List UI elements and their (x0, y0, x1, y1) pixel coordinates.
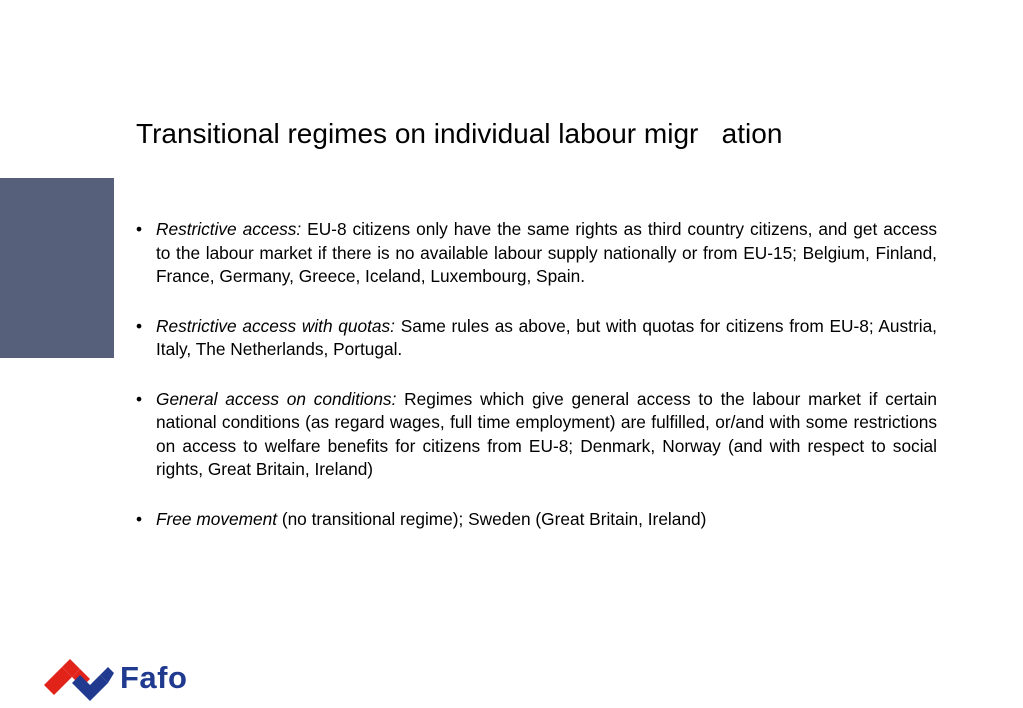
bullet-item-free-movement (134, 508, 937, 532)
bullet-text: Same rules as above, but with quotas for citizens from EU-8; Austria, Italy, The Netherlands, Portugal. (156, 315, 937, 359)
fafo-logo (42, 655, 212, 703)
bullet-text: (no transitional regime); Sweden (Great Britain, Ireland) (277, 508, 707, 529)
bullet-list (134, 218, 937, 531)
bullet-text: Regimes which give general access to the labour market if certain national conditions (as regard wages, full time employment) are fulfilled, or/and with some restrictions on access to welfare benefits for citizens from EU-8; Denmark, Norway (and with respect to social rights, Great Britain, Ireland) (156, 388, 937, 479)
bullet-marker: • (136, 388, 143, 409)
bullet-item-general-access-conditions (134, 388, 937, 482)
bullet-item-restrictive-access (134, 218, 937, 289)
slide-title: Transitional regimes on individual labour migr ation (136, 118, 783, 149)
bullet-item-restrictive-access-quotas (134, 315, 937, 362)
bullet-term: General access on conditions: (156, 388, 397, 409)
bullet-text: EU-8 citizens only have the same rights as third country citizens, and get access to the labour market if there is no available labour supply nationally or from EU-15; Belgium, Finland, France, Germany, Greece, Iceland, Luxembourg, Spain. (156, 219, 937, 286)
bullet-marker: • (136, 508, 143, 529)
bullet-term: Restrictive access: (156, 219, 302, 239)
bullet-marker: • (136, 219, 143, 239)
logo-wordmark: Fafo (120, 660, 188, 695)
bullet-term: Restrictive access with quotas: (156, 315, 395, 336)
fafo-logo-icon (42, 655, 116, 703)
bullet-marker: • (136, 315, 143, 336)
side-accent-bar (0, 178, 114, 358)
bullet-term: Free movement (156, 508, 278, 529)
